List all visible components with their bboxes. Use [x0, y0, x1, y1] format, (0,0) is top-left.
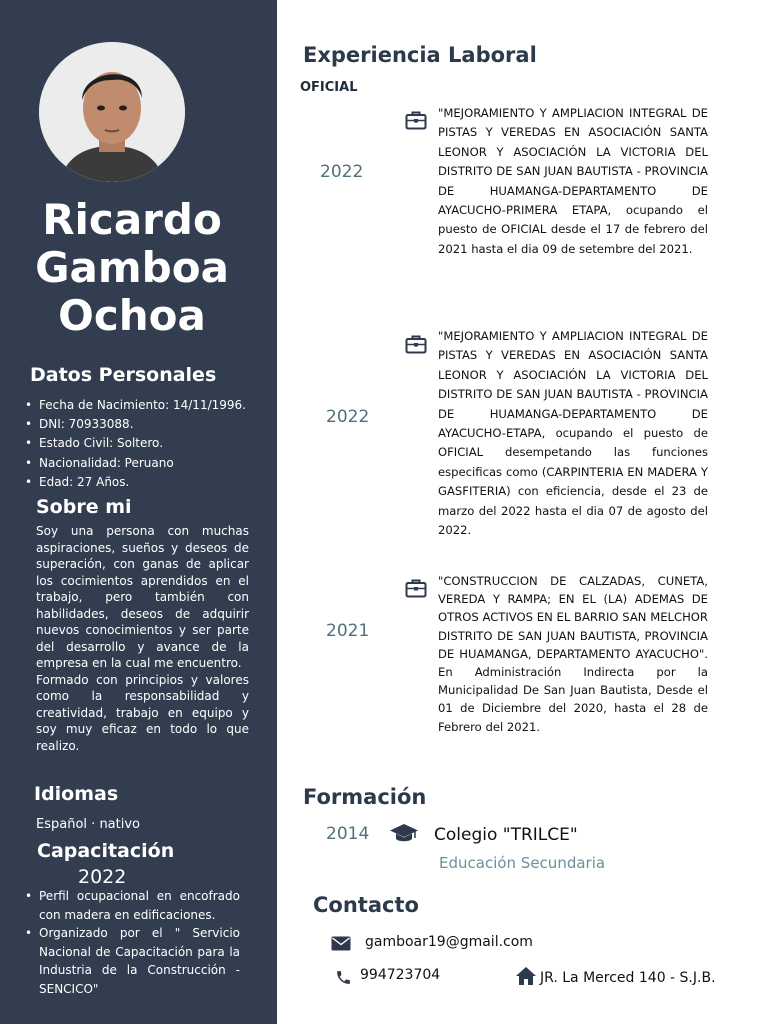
name-middle: Gamboa [35, 243, 229, 292]
name-last: Ochoa [58, 291, 206, 340]
graduation-cap-icon [389, 822, 419, 844]
about-paragraph: Soy una persona con muchas aspiraciones, sueños y deseos de superación, con ganas de aplicar los cocimientos aprendidos en el trabajo, pero también con habilidades, deseos de adquirir nuevos conocimientos y ser parte del desarrollo y avance de la empresa en la cual me encuentro. [36, 524, 249, 670]
language-name: Español [36, 817, 88, 832]
contact-address: JR. La Merced 140 - S.J.B. [540, 970, 716, 986]
training-year: 2022 [78, 866, 127, 888]
language-entry [36, 817, 140, 832]
contact-heading: Contacto [313, 893, 419, 917]
person-portrait-icon [39, 42, 185, 182]
briefcase-icon [405, 578, 427, 598]
nationality-item: • Nacionalidad: Peruano [23, 454, 263, 473]
language-separator: · [91, 817, 96, 832]
age-item: • Edad: 27 Años. [23, 473, 263, 492]
job-role: OFICIAL [300, 80, 358, 95]
job-description: "MEJORAMIENTO Y AMPLIACION INTEGRAL DE PISTAS Y VEREDAS EN ASOCIACIÓN SANTA LEONOR Y ASOCIACIÓN LA VICTORIA DEL DISTRITO DE SAN JUAN BAUTISTA - PROVINCIA DE HUAMANGA-DEPARTAMENTO DE AYACUCHO-ETAPA, ocupando el puesto de OFICIAL desempetando las funciones especificas como (CARPINTERIA EN MADERA Y GASFITERIA) con eficiencia, desde el 23 de marzo del 2022 hasta el dia 07 de agosto del 2022. [438, 329, 708, 538]
language-level: nativo [99, 817, 140, 832]
full-name [0, 196, 264, 340]
about-paragraph: Formado con principios y valores como la responsabilidad y creatividad, trabajo en equipo y soy muy eficaz en todo lo que realizo. [36, 672, 249, 753]
education-level: Educación Secundaria [439, 854, 606, 872]
about-heading: Sobre mi [36, 496, 132, 518]
job-year: 2022 [320, 162, 364, 182]
education-year: 2014 [326, 824, 370, 844]
education-heading: Formación [303, 785, 427, 809]
personal-data-heading: Datos Personales [30, 364, 217, 386]
job-description: "MEJORAMIENTO Y AMPLIACION INTEGRAL DE PISTAS Y VEREDAS EN ASOCIACIÓN SANTA LEONOR Y ASOCIACIÓN LA VICTORIA DEL DISTRITO DE SAN JUAN BAUTISTA - PROVINCIA DE HUAMANGA-DEPARTAMENTO DE AYACUCHO-PRIMERA ETAPA, ocupando el puesto de OFICIAL desde el 17 de febrero del 2021 hasta el dia 09 de setembre del 2021. [438, 106, 708, 256]
job-year: 2021 [326, 621, 370, 641]
birth-date-item: • Fecha de Nacimiento: 14/11/1996. [23, 396, 263, 415]
briefcase-icon [405, 334, 427, 354]
envelope-icon [331, 936, 351, 951]
job-description: "CONSTRUCCION DE CALZADAS, CUNETA, VEREDA Y RAMPA; EN EL (LA) ADEMAS DE OTROS ACTIVOS EN EL BARRIO SAN MELCHOR DISTRITO DE SAN JUAN BAUTISTA, PROVINCIA DE HUAMANGA, DEPARTAMENTO AYACUCHO". En Administración Indirecta por la Municipalidad De San Juan Bautista, Desde el 01 de Diciembre del 2020, hasta el 28 de Febrero del 2021. [438, 574, 708, 734]
education-school: Colegio "TRILCE" [434, 825, 578, 845]
contact-phone[interactable]: 994723704 [360, 967, 441, 983]
training-item: • Organizado por el " Servicio Nacional de Capacitación para la Industria de la Construcción - SENCICO" [23, 924, 240, 998]
name-first: Ricardo [42, 195, 222, 244]
training-heading: Capacitación [37, 840, 175, 862]
home-icon [515, 966, 537, 986]
languages-heading: Idiomas [34, 783, 119, 805]
about-text [36, 523, 249, 754]
phone-icon [335, 969, 352, 986]
training-item: • Perfil ocupacional en encofrado con madera en edificaciones. [23, 887, 240, 924]
sidebar [0, 0, 277, 1024]
civil-status-item: • Estado Civil: Soltero. [23, 434, 263, 453]
profile-photo [39, 42, 185, 182]
dni-item: • DNI: 70933088. [23, 415, 263, 434]
personal-data-list [23, 396, 263, 492]
briefcase-icon [405, 110, 427, 130]
training-list [23, 887, 240, 998]
job-year: 2022 [326, 407, 370, 427]
contact-email[interactable]: gamboar19@gmail.com [365, 934, 533, 950]
experience-heading: Experiencia Laboral [303, 43, 537, 67]
